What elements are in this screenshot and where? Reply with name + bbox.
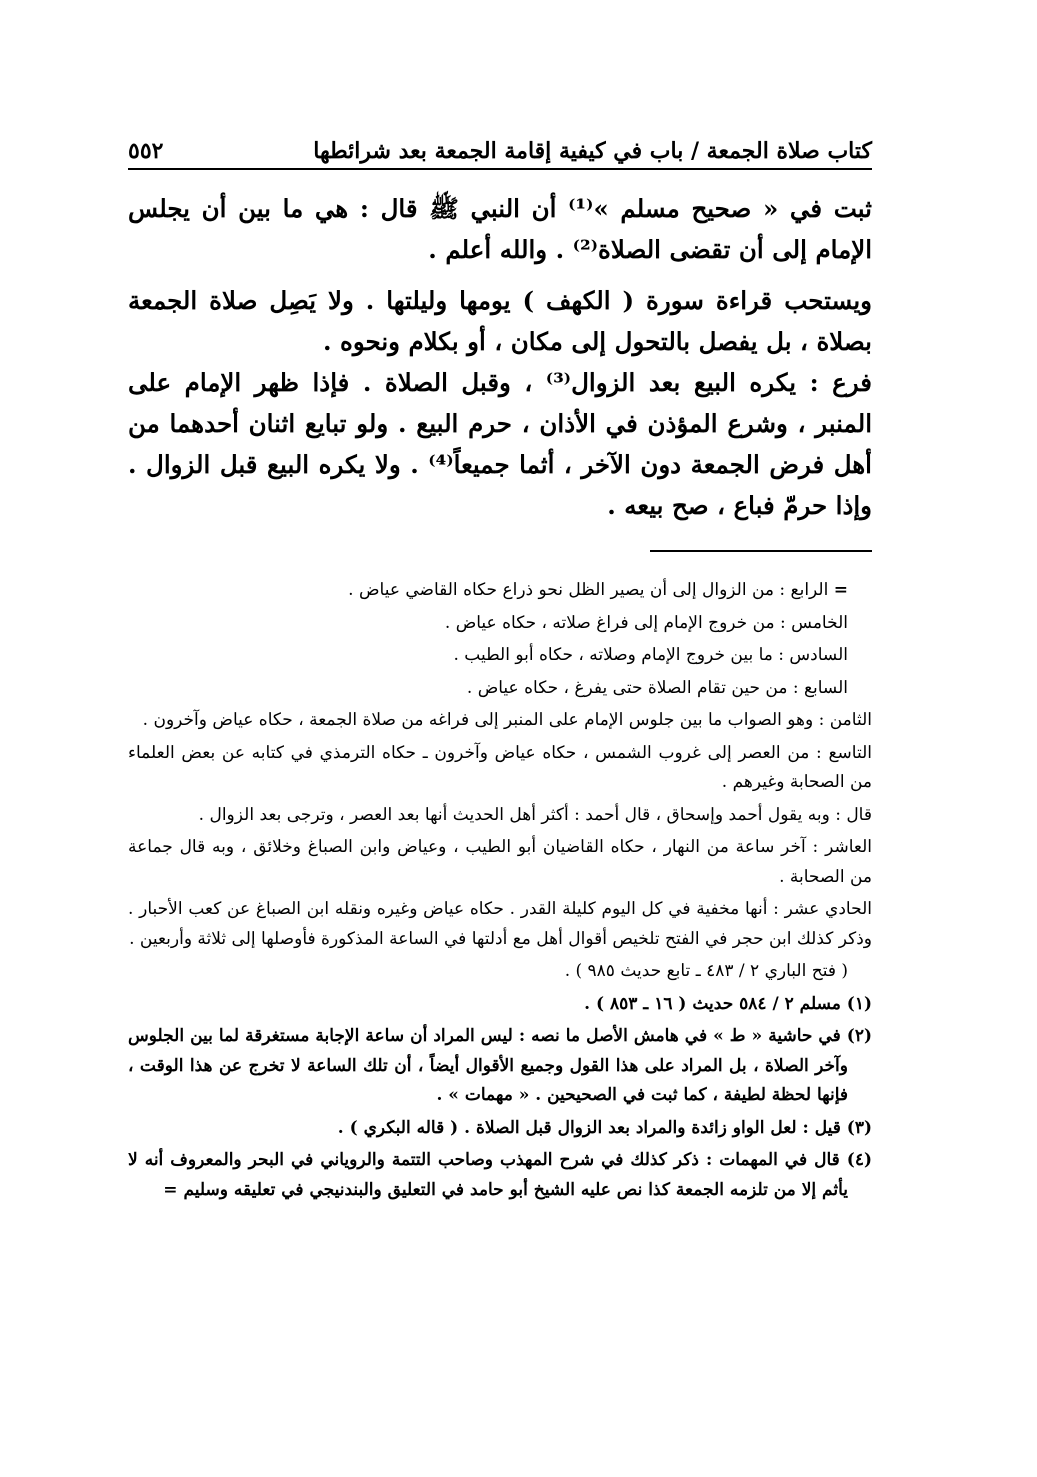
main-text (128, 188, 872, 526)
footnote-cont-line: قال : وبه يقول أحمد وإسحاق ، قال أحمد : أكثر أهل الحديث أنها بعد العصر ، وترجى بعد الزوال . (198, 804, 872, 825)
footnote-separator (650, 550, 872, 552)
running-header (128, 128, 872, 170)
footnote-cont-line: الحادي عشر : أنها مخفية في كل اليوم كليلة القدر . حكاه عياض وغيره ونقله ابن الصباغ عن كعب الأحبار . وذكر كذلك ابن حجر في الفتح تلخيص أقوال أهل مع أدلتها في الساعة المذكورة فأوصلها إلى ثلاثة وأربعين . (128, 899, 872, 949)
far-text: يكره البيع بعد الزوال⁽³⁾ ، وقبل الصلاة . فإذا ظهر الإمام على المنبر ، وشرع المؤذن في الأذان ، حرم البيع . ولو تبايع اثنان أحدهما من أهل فرض الجمعة دون الآخر ، أثما جميعاً⁽⁴⁾ . ولا يكره البيع قبل الزوال . وإذا حرمّ فباع ، صح بيعه . (128, 368, 872, 520)
paragraph-surah-kahf: ويستحب قراءة سورة ( الكهف ) يومها وليلتها . ولا يَصِل صلاة الجمعة بصلاة ، بل يفصل بالتحول إلى مكان ، أو بكلام ونحوه . (128, 286, 872, 356)
footnote-cont-line: العاشر : آخر ساعة من النهار ، حكاه القاضيان أبو الطيب ، وعياض وابن الصباغ وخلائق ، وبه قال جماعة من الصحابة . (128, 837, 872, 887)
footnote-cont-text: الرابع : من الزوال إلى أن يصير الظل نحو ذراع حكاه القاضي عياض . (348, 580, 829, 600)
footnote-cont-line: الخامس : من خروج الإمام إلى فراغ صلاته ، حكاه عياض . (444, 612, 848, 633)
footnote-4: (٤) قال في المهمات : ذكر كذلك في شرح المهذب وصاحب التتمة والروياني في البحر والمعروف أنه لا يأثم إلا من تلزمه الجمعة كذا نص عليه الشيخ أبو حامد في التعليق والبندنيجي في تعليقه وسليم = (128, 1150, 872, 1200)
footnote-3: (٣) قيل : لعل الواو زائدة والمراد بعد الزوال قبل الصلاة . ( قاله البكري ) . (337, 1117, 872, 1138)
footnote-cont-line: التاسع : من العصر إلى غروب الشمس ، حكاه عياض وآخرون ـ حكاه الترمذي في كتابه عن بعض العلماء من الصحابة وغيرهم . (128, 742, 872, 792)
footnote-continuation-line (128, 576, 872, 606)
far-label: فرع : (809, 368, 873, 397)
footnotes (128, 576, 872, 1205)
footnote-cont-line: السادس : ما بين خروج الإمام وصلاته ، حكاه أبو الطيب . (453, 645, 848, 665)
footnote-cont-citation: ( فتح الباري ٢ / ٤٨٣ ـ تابع حديث ٩٨٥ ) . (564, 961, 848, 981)
page-number: ٥٥٢ (128, 138, 164, 164)
footnote-2: (٢) في حاشية « ط » في هامش الأصل ما نصه : ليس المراد أن ساعة الإجابة مستغرقة لما بين الجلوس وآخر الصلاة ، بل المراد على هذا القول وجميع الأقوال أيضاً ، أن تلك الساعة لا تخرج عن هذا الوقت ، فإنها لحظة لطيفة ، كما ثبت في الصحيحين . « مهمات » . (128, 1026, 872, 1105)
footnote-1: (١) مسلم ٢ / ٥٨٤ حديث ( ١٦ ـ ٨٥٣ ) . (584, 993, 872, 1014)
paragraph-hadith: ثبت في « صحيح مسلم »⁽¹⁾ أن النبي ﷺ قال : هي ما بين أن يجلس الإمام إلى أن تقضى الصلاة⁽²⁾ . والله أعلم . (128, 194, 873, 264)
footnote-cont-line: السابع : من حين تقام الصلاة حتى يفرغ ، حكاه عياض . (466, 677, 848, 698)
continuation-mark: = (833, 580, 848, 600)
footnote-cont-line: الثامن : وهو الصواب ما بين جلوس الإمام على المنبر إلى فراغه من صلاة الجمعة ، حكاه عياض وآخرون . (142, 710, 872, 730)
paragraph-far (128, 362, 872, 526)
chapter-title: كتاب صلاة الجمعة / باب في كيفية إقامة الجمعة بعد شرائطها (313, 138, 872, 164)
